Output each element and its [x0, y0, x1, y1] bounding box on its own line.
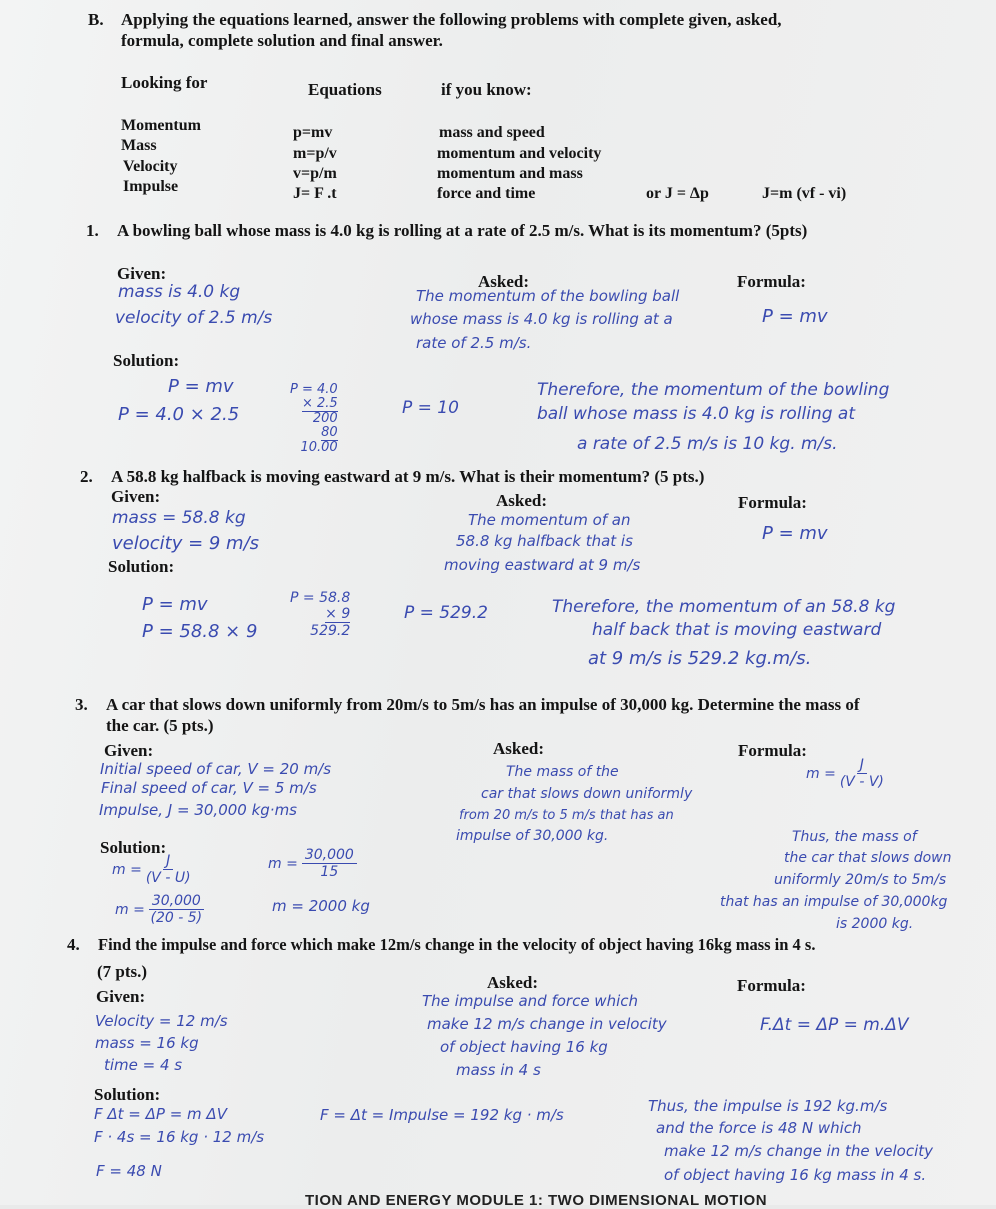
p2-ans1: Therefore, the momentum of an 58.8 kg [552, 597, 896, 617]
p4-given-label: Given: [96, 987, 146, 1006]
p3-number: 3. [75, 695, 88, 714]
p2-result: P = 529.2 [404, 603, 488, 623]
header-looking-for: Looking for [121, 73, 208, 92]
p3-sol-a-den: (V - U) [145, 870, 191, 886]
section-label: B. [88, 10, 104, 29]
eq-impulse: J= F .t [293, 185, 337, 202]
p2-asked1: The momentum of an [468, 511, 631, 529]
p1-sol1: P = mv [168, 376, 234, 397]
p2-formula-label: Formula: [738, 493, 807, 512]
impulse-alt: J=m (vf - vi) [762, 185, 847, 202]
p2-sol1: P = mv [142, 594, 208, 615]
row-velocity: Velocity [123, 158, 178, 175]
p2-mult-c: 529.2 [310, 623, 351, 639]
header-if-you-know: if you know: [441, 80, 532, 99]
p4-formula-label: Formula: [737, 976, 806, 995]
p3-asked3: from 20 m/s to 5 m/s that has an [459, 808, 674, 823]
p3-asked2: car that slows down uniformly [481, 786, 693, 802]
p3-given3: Impulse, J = 30,000 kg·ms [99, 801, 297, 819]
p1-sol2: P = 4.0 × 2.5 [118, 404, 240, 425]
p4-asked1: The impulse and force which [422, 992, 639, 1010]
p3-sol-b-den: (20 - 5) [150, 910, 203, 926]
p3-sol-c-den: 15 [320, 864, 339, 880]
p1-question: A bowling ball whose mass is 4.0 kg is rolling at a rate of 2.5 m/s. What is its momentum? (5pts) [117, 221, 808, 240]
p1-number: 1. [86, 221, 99, 240]
p1-ans1: Therefore, the momentum of the bowling [537, 380, 890, 400]
p2-sol2: P = 58.8 × 9 [142, 621, 258, 642]
p1-given2: velocity of 2.5 m/s [115, 308, 273, 328]
p4-asked3: of object having 16 kg [440, 1038, 608, 1056]
p4-asked-label: Asked: [487, 973, 539, 992]
p3-ans5: is 2000 kg. [836, 916, 914, 932]
know-impulse: force and time [437, 185, 536, 202]
p4-question1: Find the impulse and force which make 12m/s change in the velocity of object having 16kg mass in 4 s. [98, 935, 816, 954]
p1-asked1: The momentum of the bowling ball [416, 287, 680, 305]
p3-ans4: that has an impulse of 30,000kg [720, 894, 948, 910]
p3-ans1: Thus, the mass of [792, 829, 917, 845]
row-mass: Mass [121, 137, 157, 154]
p1-asked3: rate of 2.5 m/s. [416, 334, 532, 352]
p1-mult-b: × 2.5 [301, 396, 338, 411]
p1-given-label: Given: [117, 264, 167, 283]
know-velocity: momentum and mass [437, 165, 583, 182]
p1-formula-label: Formula: [737, 272, 806, 291]
p1-mult-top: P = 4.0 [290, 382, 338, 397]
p2-multiplication [290, 590, 350, 639]
p3-sol-a-num: J [163, 853, 173, 870]
instruction-line1: Applying the equations learned, answer the following problems with complete given, asked, [121, 10, 782, 29]
know-momentum: mass and speed [439, 124, 545, 141]
p2-given2: velocity = 9 m/s [112, 533, 260, 554]
p2-number: 2. [80, 467, 93, 486]
p4-given1: Velocity = 12 m/s [95, 1012, 228, 1030]
p3-sol-c [268, 847, 357, 880]
p3-sol-c-num: 30,000 [302, 847, 357, 864]
p3-given2: Final speed of car, V = 5 m/s [101, 779, 317, 797]
p4-given3: time = 4 s [104, 1056, 183, 1074]
p1-mult-e: 10.00 [300, 440, 338, 455]
p2-given1: mass = 58.8 kg [112, 508, 246, 528]
p4-sol3: F = 48 N [96, 1162, 162, 1180]
p1-ans2: ball whose mass is 4.0 kg is rolling at [537, 404, 856, 424]
p3-formula-lhs: m = [806, 765, 836, 782]
p4-formula: F.Δt = ΔP = m.ΔV [760, 1015, 909, 1035]
p3-asked1: The mass of the [506, 764, 619, 780]
p3-formula [806, 757, 884, 790]
p4-ans2: and the force is 48 N which [656, 1119, 862, 1137]
p1-formula: P = mv [762, 306, 828, 327]
impulse-or: or J = Δp [646, 185, 709, 202]
p3-sol-a [112, 853, 191, 886]
p1-asked2: whose mass is 4.0 kg is rolling at a [410, 310, 673, 328]
p4-given2: mass = 16 kg [95, 1034, 199, 1052]
p3-ans3: uniformly 20m/s to 5m/s [774, 872, 947, 888]
p2-mult-b: × 9 [325, 606, 351, 622]
p4-asked2: make 12 m/s change in velocity [427, 1015, 667, 1033]
p2-asked2: 58.8 kg halfback that is [456, 532, 633, 550]
p4-ans1: Thus, the impulse is 192 kg.m/s [648, 1097, 888, 1115]
row-impulse: Impulse [123, 178, 179, 195]
p3-ans2: the car that slows down [784, 850, 952, 866]
p2-question: A 58.8 kg halfback is moving eastward at 9 m/s. What is their momentum? (5 pts.) [111, 467, 705, 486]
eq-mass: m=p/v [293, 145, 337, 162]
module-footer: TION AND ENERGY MODULE 1: TWO DIMENSIONAL MOTION [305, 1192, 768, 1209]
p2-asked-label: Asked: [496, 491, 548, 510]
p1-multiplication [290, 383, 338, 455]
p4-number: 4. [67, 935, 80, 954]
p4-sol4: F = Δt = Impulse = 192 kg · m/s [320, 1106, 564, 1124]
p2-ans3: at 9 m/s is 529.2 kg.m/s. [588, 648, 812, 669]
instruction-line2: formula, complete solution and final answer. [121, 31, 443, 50]
p1-asked-label: Asked: [478, 272, 530, 291]
p3-question1: A car that slows down uniformly from 20m/s to 5m/s has an impulse of 30,000 kg. Determine the mass of [106, 695, 860, 714]
p4-ans3: make 12 m/s change in the velocity [664, 1142, 934, 1160]
p1-given1: mass is 4.0 kg [118, 282, 241, 302]
p2-formula: P = mv [762, 523, 828, 544]
p3-sol-b [115, 893, 204, 926]
p4-ans4: of object having 16 kg mass in 4 s. [664, 1166, 927, 1184]
p1-result: P = 10 [402, 398, 459, 418]
p3-formula-label: Formula: [738, 741, 807, 760]
p1-mult-c: 200 [312, 411, 338, 426]
p3-solution-label: Solution: [100, 838, 167, 857]
p3-asked-label: Asked: [493, 739, 545, 758]
p3-sol-b-lhs: m = [115, 901, 145, 918]
p3-sol-a-lhs: m = [112, 861, 142, 878]
p3-sol-d: m = 2000 kg [272, 897, 370, 915]
p3-formula-num: J [857, 757, 867, 774]
p1-ans3: a rate of 2.5 m/s is 10 kg. m/s. [577, 434, 838, 454]
p3-sol-c-lhs: m = [268, 855, 298, 872]
row-momentum: Momentum [121, 117, 201, 134]
p3-formula-den: (V - V) [839, 774, 884, 790]
p1-solution-label: Solution: [113, 351, 180, 370]
p2-mult-a: P = 58.8 [290, 590, 351, 606]
p4-solution-label: Solution: [94, 1085, 161, 1104]
p2-asked3: moving eastward at 9 m/s [444, 556, 641, 574]
p4-sol1: F Δt = ΔP = m ΔV [94, 1105, 227, 1123]
header-equations: Equations [308, 80, 382, 99]
p3-given1: Initial speed of car, V = 20 m/s [100, 760, 332, 778]
eq-velocity: v=p/m [293, 165, 337, 182]
p4-asked4: mass in 4 s [456, 1061, 541, 1079]
know-mass: momentum and velocity [437, 145, 602, 162]
p4-sol2: F · 4s = 16 kg · 12 m/s [94, 1128, 265, 1146]
p3-given-label: Given: [104, 741, 154, 760]
p2-given-label: Given: [111, 487, 161, 506]
p3-question2: the car. (5 pts.) [106, 716, 214, 735]
p2-ans2: half back that is moving eastward [592, 620, 882, 640]
p3-sol-b-num: 30,000 [149, 893, 204, 910]
p1-mult-d: 80 [321, 425, 338, 440]
p3-asked4: impulse of 30,000 kg. [456, 828, 609, 844]
eq-momentum: p=mv [293, 124, 333, 141]
p4-question2: (7 pts.) [97, 962, 148, 981]
p2-solution-label: Solution: [108, 557, 175, 576]
